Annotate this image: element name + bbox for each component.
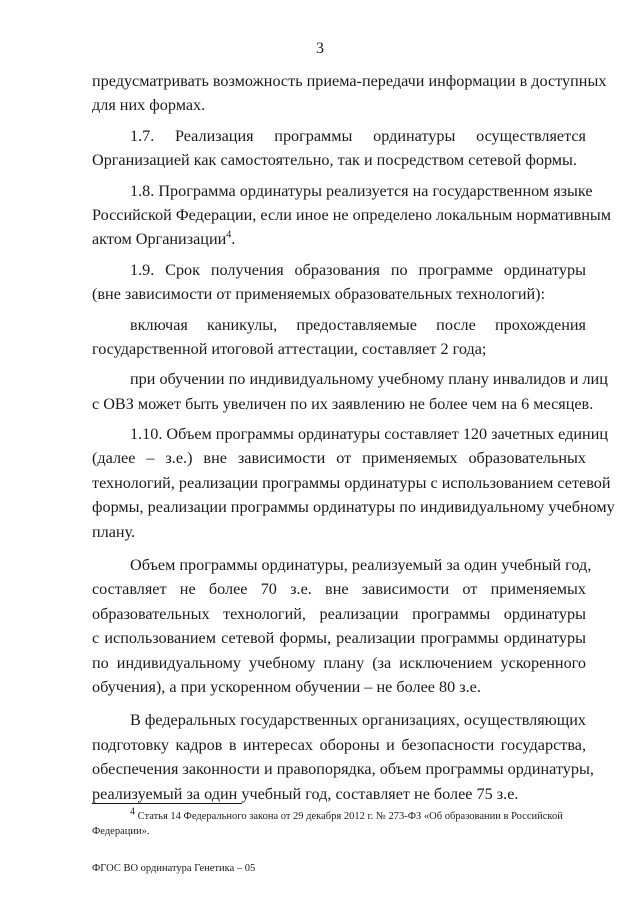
text-line: Объем программы ординатуры, реализуемый за один учебный год, (130, 556, 592, 575)
footnote-line (92, 806, 586, 824)
footnote-divider (92, 803, 242, 804)
footnote-line: Федерации». (92, 826, 150, 837)
text-line: при обучении по индивидуальному учебному плану инвалидов и лиц (130, 370, 608, 389)
text-line: 1.7. Реализация программы ординатуры осуществляется (130, 126, 586, 145)
text-line: 1.10. Объем программы ординатуры составляет 120 зачетных единиц (130, 425, 609, 444)
text-line: плану. (92, 522, 136, 541)
text-line: технологий, реализации программы ординатуры с использованием сетевой (92, 473, 611, 492)
text-line: предусматривать возможность приема-передачи информации в доступных (92, 72, 607, 90)
text-line: Российской Федерации, если иное не определено локальным нормативным (92, 205, 612, 224)
text-line: В федеральных государственных организациях, осуществляющих (130, 711, 586, 730)
text-line-content: актом Организации (92, 230, 227, 249)
text-line: обеспечения законности и правопорядка, объем программы ординатуры, (92, 760, 594, 779)
text-line: государственной итоговой аттестации, составляет 2 года; (92, 339, 487, 358)
text-line: (далее – з.е.) вне зависимости от применяемых образовательных (92, 449, 586, 468)
text-line: 1.9. Срок получения образования по программе ординатуры (130, 260, 586, 279)
text-line: реализуемый за один учебный год, составляет не более 75 з.е. (92, 784, 519, 803)
text-line: 1.8. Программа ординатуры реализуется на государственном языке (130, 181, 593, 200)
text-line: включая каникулы, предоставляемые после прохождения (130, 315, 586, 334)
text-line: с ОВЗ может быть увеличен по их заявлению не более чем на 6 месяцев. (92, 394, 594, 413)
text-line: формы, реализации программы ординатуры по индивидуальному учебному (92, 498, 615, 517)
text-line: составляет не более 70 з.е. вне зависимости от применяемых (92, 580, 586, 599)
document-footer: ФГОС ВО ординатура Генетика – 05 (92, 863, 256, 874)
text-line: для них формах. (92, 96, 206, 115)
footnote-reference: 4 (226, 229, 232, 241)
text-line: образовательных технологий, реализации программы ординатуры (92, 604, 586, 623)
text-line: Организацией как самостоятельно, так и посредством сетевой формы. (92, 151, 577, 170)
footnote (92, 806, 586, 839)
text-line: (вне зависимости от применяемых образовательных технологий): (92, 285, 546, 304)
text-line: обучения), а при ускоренном обучении – не более 80 з.е. (92, 677, 481, 696)
footnote-marker: 4 (130, 806, 135, 818)
text-line: по индивидуальному учебному плану (за исключением ускоренного (92, 653, 586, 672)
footnote-text: Статья 14 Федерального закона от 29 декабря 2012 г. № 273-ФЗ «Об образовании в Российской (137, 811, 563, 822)
text-line: актом Организации$^4$. (92, 229, 236, 249)
text-line: с использованием сетевой формы, реализации программы ординатуры (92, 629, 586, 648)
page-number: 3 (316, 40, 324, 57)
text-line: подготовку кадров в интересах обороны и безопасности государства, (92, 735, 586, 754)
document-body (92, 69, 615, 806)
